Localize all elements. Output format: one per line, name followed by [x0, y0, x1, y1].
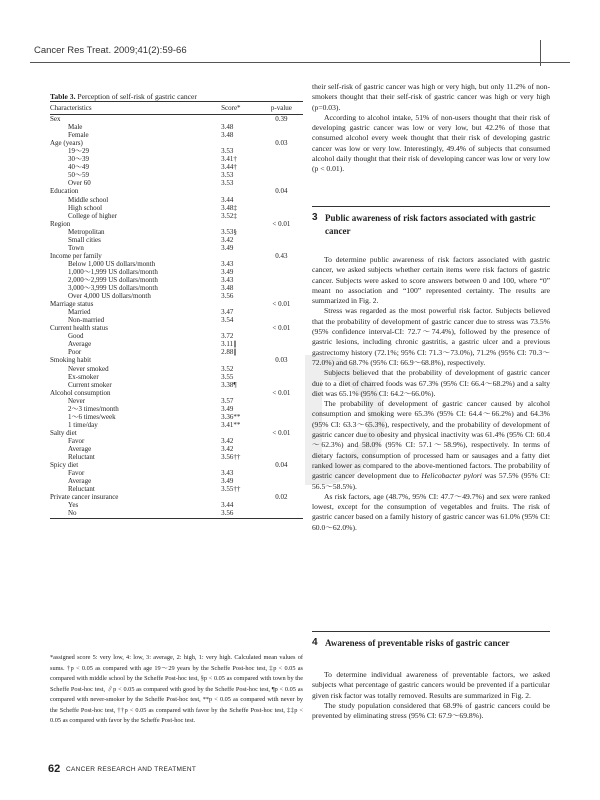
row-p-value: [260, 397, 303, 405]
row-score: 3.11∥: [221, 340, 237, 349]
row-p-value: [260, 308, 303, 316]
row-score: 3.43: [221, 259, 234, 268]
table-row: [50, 509, 303, 519]
table-row: [50, 196, 303, 204]
row-score: 3.44: [221, 501, 234, 510]
row-label: Current health status: [50, 324, 108, 333]
row-p-value: [260, 501, 303, 509]
table-row: [50, 429, 303, 437]
row-score: 3.72: [221, 332, 234, 341]
table-row: [50, 324, 303, 332]
row-p-value: [260, 365, 303, 373]
row-p-value: [260, 373, 303, 381]
table-row: [50, 413, 303, 421]
table-row: [50, 405, 303, 413]
row-score: [221, 220, 260, 228]
col-p-value: p-value: [260, 102, 303, 115]
row-p-value: [260, 332, 303, 340]
table-row: [50, 373, 303, 381]
row-label: 1,000～1,999 US dollars/month: [68, 267, 158, 276]
table-label: Table 3.: [50, 92, 76, 101]
row-label: Average: [68, 444, 92, 453]
row-label: College of higher: [68, 211, 117, 220]
row-score: [221, 252, 260, 260]
row-score: [221, 493, 260, 501]
row-score: 3.55††: [221, 485, 241, 494]
row-label: 1 time/day: [68, 420, 98, 429]
row-p-value: [260, 340, 303, 348]
paragraph-text: The probability of development of gastric cancer caused by alcohol consumption and smoking were 65.3% (95% CI: 64.4～66.2%) and 64.3% (95% CI: 63.3～65.3%), respectively, and the probability of development of gastric cancer due to obesity and physical inactivity was 61.4% (95% CI: 60.4～62.3%) and 58.0% (95% CI: 57.1～58.9%), respectively. In terms of dietary factors, consumption of processed ham or sausages and a fatty diet ranked lower as compared to the above-mentioned factors. The probability of gastric cancer development due to: [312, 399, 550, 481]
table-row: [50, 123, 303, 131]
row-label: Below 1,000 US dollars/month: [68, 259, 156, 268]
row-p-value: [260, 509, 303, 519]
row-score: [221, 300, 260, 308]
row-label: Never smoked: [68, 364, 109, 373]
row-score: 3.38¶: [221, 380, 237, 389]
row-label: Metropolitan: [68, 227, 105, 236]
row-label: Sex: [50, 115, 61, 124]
row-label: Salty diet: [50, 428, 77, 437]
table-row: [50, 115, 303, 124]
table-row: [50, 155, 303, 163]
row-label: 3,000～3,999 US dollars/month: [68, 284, 158, 293]
body-block-1: [312, 82, 550, 175]
table-row: [50, 477, 303, 485]
row-label: Region: [50, 219, 71, 228]
table-footnote: *assigned score 5: very low, 4: low, 3: average, 2: high, 1: very high. Calculated mean values of sums. †p < 0.05 as compared with age 19～29 years by the Scheffe Post-hoc test, ‡p < 0.05 as compared with middle school by the Scheffe Post-hoc test, §p < 0.05 as compared with town by the Scheffe Post-hoc test, ∥p < 0.05 as compared with good by the Scheffe Post-hoc test, ¶p < 0.05 as compared with never-smoker by the Scheffe Post-hoc test, **p < 0.05 as compared with never by the Scheffe Post-hoc test, ††p < 0.05 as compared with favor by the Scheffe Post-hoc test, ‡‡p < 0.05 as compared with favor by the Scheffe Post-hoc test.: [50, 654, 303, 724]
row-label: Over 60: [68, 179, 91, 188]
footer-journal-name: CANCER RESEARCH AND TREATMENT: [66, 766, 197, 773]
header-vertical-rule: [540, 40, 541, 66]
table-row: [50, 437, 303, 445]
row-score: 3.36**: [221, 412, 241, 421]
row-score: 3.56††: [221, 453, 241, 462]
row-score: 3.49: [221, 243, 234, 252]
table-row: [50, 445, 303, 453]
table-row: [50, 300, 303, 308]
row-score: 3.53§: [221, 227, 237, 236]
row-p-value: [260, 228, 303, 236]
row-label: Reluctant: [68, 453, 95, 462]
row-score: 3.44: [221, 195, 234, 204]
row-score: 3.42: [221, 235, 234, 244]
row-p-value: [260, 260, 303, 268]
section-title: Public awareness of risk factors associated with gastric cancer: [325, 213, 536, 236]
table-row: [50, 147, 303, 155]
row-p-value: [260, 244, 303, 252]
table-row: [50, 308, 303, 316]
row-label: Favor: [68, 436, 85, 445]
row-label: Average: [68, 340, 92, 349]
row-p-value: 0.04: [275, 461, 288, 470]
table-row: [50, 244, 303, 252]
row-score: 3.49: [221, 404, 234, 413]
row-score: 3.48: [221, 123, 234, 132]
row-score: [221, 187, 260, 195]
row-label: 50～59: [68, 171, 89, 180]
row-label: No: [50, 509, 221, 519]
table-row: [50, 485, 303, 493]
row-score: 3.53: [221, 171, 234, 180]
table-row: [50, 139, 303, 147]
paragraph: Stress was regarded as the most powerful risk factor. Subjects believed that the probability of development of gastric cancer due to stress was 73.5% (95% confidence interval-CI: 72.7～74.4%), followed by the presence of gastric lesions, including chronic gastritis, a gastric ulcer and a previous gastrectomy history (72.1%; 95% CI: 71.3～73.0%), 71.2% (95% CI: 70.3～72.0%) and 68.7% (95% CI: 66.9～68.8%), respectively.: [312, 306, 550, 367]
table-row: [50, 236, 303, 244]
row-label: 40～49: [68, 163, 89, 172]
row-score: 3.53: [221, 179, 234, 188]
row-label: Age (years): [50, 139, 83, 148]
table-row: [50, 356, 303, 364]
row-label: Education: [50, 187, 79, 196]
table-row: [50, 212, 303, 220]
row-label: Non-married: [68, 316, 105, 325]
row-score: 3.42: [221, 444, 234, 453]
table-row: [50, 340, 303, 348]
row-label: 2,000～2,999 US dollars/month: [68, 275, 158, 284]
row-label: Never: [68, 396, 86, 405]
section-heading-3: [312, 206, 550, 236]
row-p-value: < 0.01: [272, 428, 291, 437]
row-label: 1～6 times/week: [68, 412, 116, 421]
table-row: [50, 187, 303, 195]
row-label: Female: [68, 131, 89, 140]
row-label: 2～3 times/month: [68, 404, 119, 413]
row-score: 3.53: [221, 147, 234, 156]
row-score: 3.48: [221, 284, 234, 293]
row-label: 19～29: [68, 147, 89, 156]
table-row: [50, 501, 303, 509]
row-p-value: 0.39: [275, 115, 288, 124]
paragraph: The study population considered that 68.9% of gastric cancers could be prevented by eliminating stress (95% CI: 67.9～69.8%).: [312, 700, 550, 721]
row-p-value: [260, 179, 303, 187]
table-row: [50, 348, 303, 356]
table-row: [50, 260, 303, 268]
row-score: 3.41†: [221, 155, 237, 164]
table-row: [50, 332, 303, 340]
row-score: 2.88∥: [221, 348, 237, 357]
row-p-value: [260, 445, 303, 453]
row-p-value: [260, 204, 303, 212]
row-score: [221, 139, 260, 147]
table-header-row: [50, 102, 303, 115]
row-score: 3.47: [221, 308, 234, 317]
table-row: [50, 131, 303, 139]
row-score: 3.57: [221, 396, 234, 405]
row-p-value: [260, 284, 303, 292]
row-label: Yes: [68, 501, 79, 510]
row-score: 3.55: [221, 372, 234, 381]
row-p-value: 0.04: [275, 187, 288, 196]
table-row: [50, 163, 303, 171]
table-row: [50, 179, 303, 187]
section-heading-4: [312, 631, 550, 648]
row-p-value: [260, 381, 303, 389]
row-p-value: < 0.01: [272, 388, 291, 397]
row-p-value: [260, 163, 303, 171]
table-row: [50, 316, 303, 324]
table-row: [50, 453, 303, 461]
table-row: [50, 276, 303, 284]
italic-term: Helicobacter pylori: [421, 471, 482, 481]
row-p-value: [260, 437, 303, 445]
col-characteristics: Characteristics: [50, 102, 221, 115]
row-p-value: [260, 131, 303, 139]
table-row: [50, 493, 303, 501]
table-row: [50, 397, 303, 405]
row-p-value: [260, 147, 303, 155]
row-score: [221, 324, 260, 332]
row-label: Male: [68, 123, 83, 132]
table-row: [50, 292, 303, 300]
section-title: Awareness of preventable risks of gastric cancer: [325, 638, 510, 648]
table-row: [50, 389, 303, 397]
row-p-value: 0.03: [275, 139, 288, 148]
row-p-value: [260, 155, 303, 163]
row-score: 3.56: [221, 292, 234, 301]
row-label: Good: [68, 332, 84, 341]
paragraph: To determine individual awareness of preventable factors, we asked subjects what percentage of gastric cancers would be prevented if a particular given risk factor was totally removed. Results are summarized in Fig. 2.: [312, 670, 550, 700]
row-label: Poor: [68, 348, 82, 357]
row-label: High school: [68, 203, 103, 212]
row-p-value: 0.03: [275, 356, 288, 365]
table-row: [50, 220, 303, 228]
row-label: Married: [68, 308, 91, 317]
row-score: 3.41**: [221, 420, 241, 429]
row-score: 3.48‡: [221, 203, 237, 212]
row-score: 3.43: [221, 469, 234, 478]
row-p-value: [260, 469, 303, 477]
row-score: [221, 429, 260, 437]
table-row: [50, 268, 303, 276]
row-score: [221, 115, 260, 124]
row-score: 3.54: [221, 316, 234, 325]
row-label: Alcohol consumption: [50, 388, 111, 397]
row-p-value: [260, 268, 303, 276]
row-p-value: [260, 196, 303, 204]
table-row: [50, 284, 303, 292]
row-score: 3.44†: [221, 163, 237, 172]
risk-perception-table: [50, 101, 303, 519]
paragraph: Subjects believed that the probability of development of gastric cancer due to a diet of charred foods was 67.3% (95% CI: 66.4～68.2%) and a salty diet was 65.1% (95% CI: 64.2～66.0%).: [312, 368, 550, 398]
row-score: [221, 356, 260, 364]
col-score: Score*: [221, 102, 260, 115]
row-p-value: [260, 123, 303, 131]
row-p-value: [260, 348, 303, 356]
row-p-value: [260, 405, 303, 413]
table-row: [50, 365, 303, 373]
row-label: Private cancer insurance: [50, 493, 119, 502]
row-score: 3.49: [221, 477, 234, 486]
row-p-value: 0.43: [275, 251, 288, 260]
row-p-value: < 0.01: [272, 324, 291, 333]
row-label: 30～39: [68, 155, 89, 164]
page-number: 62: [48, 763, 61, 775]
row-score: 3.56: [221, 509, 260, 519]
row-label: Town: [68, 243, 84, 252]
row-score: 3.49: [221, 267, 234, 276]
header-rule: [30, 62, 570, 63]
table-row: [50, 381, 303, 389]
section-number: 3: [312, 212, 318, 223]
row-p-value: 0.02: [275, 493, 288, 502]
row-label: Small cities: [68, 235, 101, 244]
body-block-2: [312, 255, 550, 533]
journal-reference: Cancer Res Treat. 2009;41(2):59-66: [34, 45, 187, 56]
row-label: Reluctant: [68, 485, 95, 494]
row-score: [221, 461, 260, 469]
row-label: Smoking habit: [50, 356, 92, 365]
table-caption: [50, 92, 197, 101]
row-score: [221, 389, 260, 397]
section-number: 4: [312, 637, 318, 648]
row-score: 3.52‡: [221, 211, 237, 220]
paragraph: To determine public awareness of risk factors associated with gastric cancer, we asked subjects whether certain items were risk factors of gastric cancer. Subjects were asked to score answers between 0 and 100, where “0” meant no association and “100” represented certainty. The results are summarized in Fig. 2.: [312, 255, 550, 306]
table-row: [50, 204, 303, 212]
row-label: Ex-smoker: [68, 372, 99, 381]
table-title: Perception of self-risk of gastric cancer: [77, 92, 197, 101]
row-label: Favor: [68, 469, 85, 478]
row-score: 3.43: [221, 275, 234, 284]
table-row: [50, 469, 303, 477]
row-score: 3.42: [221, 436, 234, 445]
row-p-value: [260, 421, 303, 429]
row-label: Over 4,000 US dollars/month: [68, 292, 151, 301]
row-p-value: < 0.01: [272, 300, 291, 309]
paragraph: According to alcohol intake, 51% of non-users thought that their risk of developing gastric cancer was low or very low, but 42.2% of those that consumed alcohol every week thought that their risk of developing gastric cancer was low or very low. Interestingly, 49.4% of subjects that consumed alcohol daily thought that their risk of developing cancer was low or very low (p < 0.01).: [312, 112, 550, 174]
table-row: [50, 252, 303, 260]
row-score: 3.48: [221, 131, 234, 140]
body-block-3: [312, 670, 550, 721]
paragraph: As risk factors, age (48.7%, 95% CI: 47.7～49.7%) and sex were ranked lowest, except for the consumption of vegetables and fruits. The risk of gastric cancer based on a family history of gastric cancer was 61.0% (95% CI: 60.0～62.0%).: [312, 491, 550, 532]
row-label: Average: [68, 477, 92, 486]
section-rule: [312, 206, 550, 207]
table-row: [50, 228, 303, 236]
paragraph-text: was 57.5% (95% CI: 56.5～58.5%).: [312, 471, 550, 491]
table-body: [50, 115, 303, 519]
row-label: Middle school: [68, 195, 109, 204]
paragraph: [312, 399, 550, 492]
section-rule: [312, 631, 550, 632]
row-p-value: [260, 292, 303, 300]
row-p-value: [260, 276, 303, 284]
row-label: Current smoker: [68, 380, 112, 389]
table-row: [50, 171, 303, 179]
paragraph: their self-risk of gastric cancer was high or very high, but only 11.2% of non-smokers thought that their self-risk of gastric cancer was high or very high (p=0.03).: [312, 82, 550, 112]
row-label: Income per family: [50, 251, 102, 260]
row-p-value: [260, 485, 303, 493]
row-label: Spicy diet: [50, 461, 79, 470]
row-p-value: [260, 212, 303, 220]
row-label: Marriage status: [50, 300, 94, 309]
row-p-value: [260, 453, 303, 461]
row-p-value: [260, 316, 303, 324]
table-row: [50, 421, 303, 429]
row-p-value: [260, 413, 303, 421]
row-p-value: [260, 477, 303, 485]
table-row: [50, 461, 303, 469]
row-p-value: [260, 236, 303, 244]
row-p-value: < 0.01: [272, 219, 291, 228]
row-score: 3.52: [221, 364, 234, 373]
row-p-value: [260, 171, 303, 179]
